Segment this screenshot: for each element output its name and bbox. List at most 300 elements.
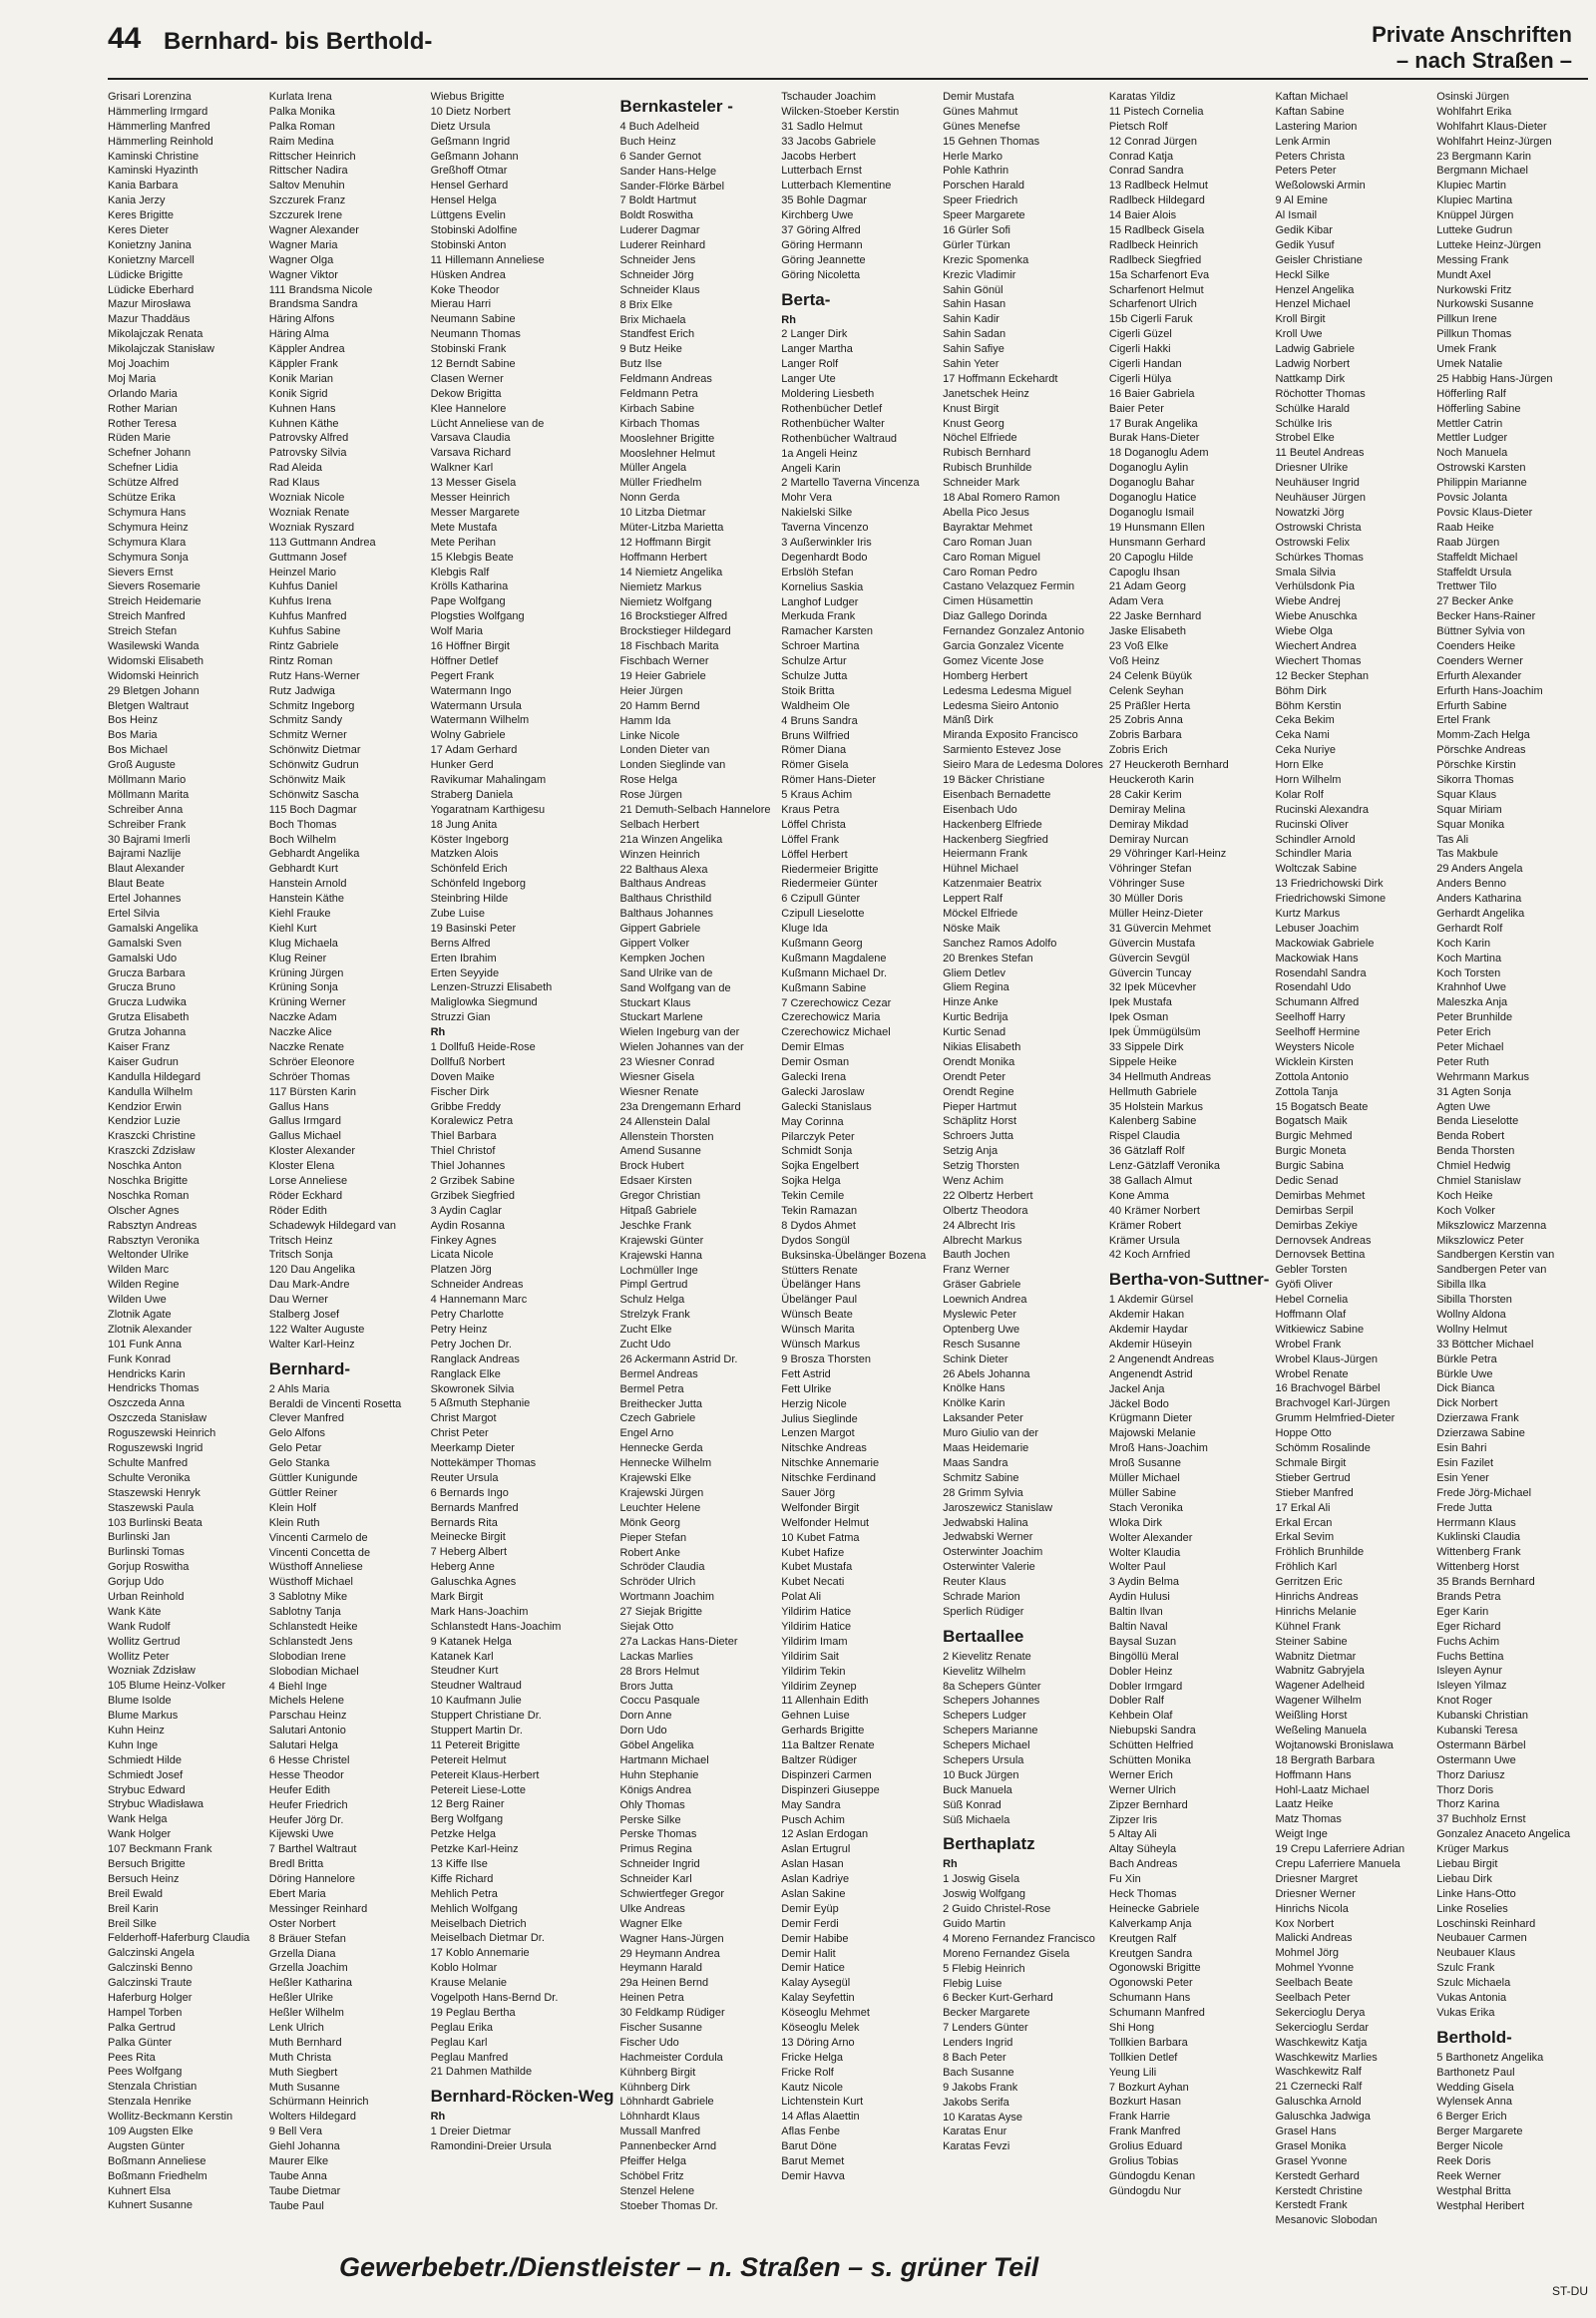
resident-entry: Burgic Moneta: [1275, 1145, 1347, 1158]
resident-entry: 12 Hoffmann Birgit: [619, 536, 711, 549]
resident-entry: 35 Bohle Dagmar: [781, 194, 867, 207]
resident-entry: Herrmann Klaus: [1436, 1516, 1516, 1529]
resident-entry: Müller Michael: [1108, 1472, 1180, 1485]
resident-entry: 21 Adam Georg: [1108, 580, 1186, 593]
resident-entry: Saltov Menuhin: [268, 180, 345, 193]
resident-entry: Hennecke Gerda: [619, 1442, 703, 1455]
resident-entry: Kaftan Michael: [1275, 91, 1349, 103]
resident-entry: Gelo Stanka: [268, 1457, 330, 1470]
resident-entry: Schulz Helga: [619, 1294, 685, 1307]
resident-entry: Hebel Cornelia: [1275, 1294, 1349, 1307]
resident-entry: Kraszcki Christine: [108, 1130, 197, 1143]
resident-entry: Thorz Dariusz: [1436, 1768, 1505, 1781]
resident-entry: Crepu Laferriere Manuela: [1275, 1857, 1400, 1870]
resident-entry: Setzig Thorsten: [943, 1160, 1019, 1173]
resident-entry: Orendt Peter: [943, 1070, 1006, 1083]
resident-entry: Demir Habibe: [781, 1932, 849, 1945]
resident-entry: Wollitz Gertrud: [108, 1635, 181, 1648]
resident-entry: Luderer Reinhard: [619, 239, 706, 252]
resident-entry: Taverna Vincenzo: [781, 522, 869, 535]
resident-entry: Liebau Birgit: [1436, 1857, 1498, 1870]
resident-entry: Strobel Elke: [1275, 432, 1335, 445]
resident-entry: Güvercin Tuncay: [1108, 966, 1192, 979]
resident-entry: 21 Demuth-Selbach Hannelore: [619, 803, 771, 816]
resident-entry: Schäplitz Horst: [943, 1115, 1017, 1128]
resident-entry: Aflas Fenbe: [781, 2125, 840, 2138]
resident-entry: Sieiro Mara de Ledesma Dolores: [943, 759, 1103, 772]
resident-entry: Demir Hatice: [781, 1962, 845, 1975]
resident-entry: Raim Medina: [268, 135, 334, 148]
resident-entry: Tekin Cemile: [781, 1190, 845, 1203]
resident-entry: Cigerli Handan: [1108, 358, 1182, 371]
resident-entry: Hanstein Käthe: [268, 893, 345, 906]
resident-entry: Parschau Heinz: [268, 1710, 347, 1723]
resident-entry: Noschka Anton: [108, 1160, 182, 1173]
resident-entry: Reuter Klaus: [943, 1576, 1006, 1589]
resident-entry: Köseoglu Mehmet: [781, 2007, 870, 2020]
street-heading: Berta-: [781, 289, 831, 309]
resident-entry: 2 Kievelitz Renate: [943, 1650, 1031, 1663]
resident-entry: Hüsken Andrea: [430, 268, 506, 281]
resident-entry: Conrad Katja: [1108, 150, 1174, 163]
resident-entry: Kubanski Christian: [1436, 1710, 1528, 1723]
resident-entry: Straberg Daniela: [430, 788, 514, 801]
resident-entry: Stieber Manfred: [1275, 1486, 1354, 1499]
resident-entry: 11 Hillemann Anneliese: [430, 253, 545, 266]
resident-entry: Pillkun Irene: [1436, 313, 1497, 326]
resident-entry: Wiebe Andrej: [1275, 595, 1341, 608]
resident-entry: Jäckel Bodo: [1108, 1397, 1169, 1410]
resident-entry: Tas Makbule: [1436, 848, 1499, 861]
resident-entry: Rubisch Bernhard: [943, 447, 1031, 460]
resident-entry: Laatz Heike: [1275, 1798, 1334, 1811]
resident-entry: Dau Werner: [268, 1294, 328, 1307]
resident-entry: Kuhn Inge: [108, 1738, 159, 1751]
resident-entry: Mark Birgit: [430, 1590, 484, 1603]
resident-entry: Ebert Maria: [268, 1887, 326, 1900]
resident-entry: Tritsch Sonja: [268, 1249, 333, 1262]
resident-entry: Trettwer Tilo: [1436, 580, 1497, 593]
resident-entry: Eisenbach Bernadette: [943, 788, 1051, 801]
resident-entry: Weßeling Manuela: [1275, 1724, 1367, 1737]
resident-entry: Staszewski Henryk: [108, 1486, 200, 1499]
resident-entry: Winzen Heinrich: [619, 848, 700, 861]
resident-entry: Rothenbücher Detlef: [781, 402, 883, 415]
resident-entry: Grasel Hans: [1275, 2125, 1337, 2138]
resident-entry: 42 Koch Arnfried: [1108, 1249, 1191, 1262]
resident-entry: Hohl-Laatz Michael: [1275, 1783, 1370, 1796]
resident-entry: Berger Nicole: [1436, 2140, 1503, 2153]
resident-entry: Noch Manuela: [1436, 447, 1508, 460]
resident-entry: 2 Martello Taverna Vincenza: [781, 477, 920, 490]
resident-entry: Haferburg Holger: [108, 1992, 193, 2004]
resident-entry: 22 Balthaus Alexa: [619, 863, 708, 876]
resident-entry: Rittscher Heinrich: [268, 150, 356, 163]
resident-entry: Rabsztyn Veronika: [108, 1234, 200, 1247]
resident-entry: Neubauer Carmen: [1436, 1932, 1527, 1945]
resident-entry: Stuckart Marlene: [619, 1011, 703, 1024]
resident-entry: Schulte Veronika: [108, 1471, 191, 1484]
resident-entry: Stobinski Anton: [430, 238, 507, 251]
resident-entry: Celenk Seyhan: [1108, 684, 1184, 697]
resident-entry: Schürmann Heinrich: [268, 2096, 369, 2109]
resident-entry: Demiray Mikdad: [1108, 818, 1189, 831]
resident-entry: Schymura Klara: [108, 536, 187, 549]
street-marker: Rh: [430, 1026, 446, 1039]
resident-entry: Dobler Heinz: [1108, 1665, 1173, 1678]
resident-entry: Neuhäuser Ingrid: [1275, 477, 1360, 490]
resident-entry: Löffel Christa: [781, 818, 846, 831]
resident-entry: 18 Bergrath Barbara: [1275, 1753, 1376, 1766]
resident-entry: 12 Aslan Erdogan: [781, 1828, 869, 1841]
resident-entry: Koke Theodor: [430, 283, 500, 296]
resident-entry: Rucinski Oliver: [1275, 818, 1349, 831]
resident-entry: Gallus Michael: [268, 1130, 341, 1143]
resident-entry: Balthaus Johannes: [619, 908, 714, 921]
resident-entry: Szulc Michaela: [1436, 1977, 1511, 1990]
resident-entry: Kirbach Thomas: [619, 417, 700, 430]
resident-entry: Becker Hans-Rainer: [1436, 610, 1536, 623]
resident-entry: 31 Sadlo Helmut: [781, 120, 863, 133]
resident-entry: Hendricks Karin: [108, 1367, 186, 1380]
resident-entry: Fu Xin: [1108, 1873, 1141, 1886]
resident-entry: Baltzer Rüdiger: [781, 1753, 858, 1766]
resident-entry: Löffel Herbert: [781, 848, 848, 861]
resident-entry: Häring Alfons: [268, 313, 335, 326]
resident-entry: Gamalski Sven: [108, 937, 182, 950]
resident-entry: Mark Hans-Joachim: [430, 1605, 529, 1618]
resident-entry: Wohlfahrt Klaus-Dieter: [1436, 120, 1547, 133]
resident-entry: Kußmann Georg: [781, 938, 863, 950]
resident-entry: 17 Hoffmann Eckehardt: [943, 372, 1058, 385]
resident-entry: Weysters Nicole: [1275, 1041, 1355, 1053]
resident-entry: Petzke Helga: [430, 1828, 497, 1841]
resident-entry: Dau Mark-Andre: [268, 1279, 350, 1292]
resident-entry: Hackenberg Siegfried: [943, 833, 1048, 846]
resident-entry: Tas Ali: [1436, 833, 1469, 846]
resident-entry: Kirchberg Uwe: [781, 209, 854, 222]
resident-entry: Meinecke Birgit: [430, 1531, 506, 1544]
resident-entry: Krügmann Dieter: [1108, 1412, 1193, 1425]
resident-entry: Ertel Johannes: [108, 893, 182, 906]
resident-entry: Naczke Renate: [268, 1041, 345, 1053]
resident-entry: Eger Karin: [1436, 1605, 1489, 1618]
resident-entry: Karatas Yildiz: [1108, 91, 1176, 103]
resident-entry: Schrade Marion: [943, 1590, 1020, 1603]
resident-entry: Slobodian Michael: [268, 1665, 359, 1678]
resident-entry: 103 Burlinski Beata: [108, 1516, 202, 1529]
resident-entry: Dick Norbert: [1436, 1397, 1498, 1410]
resident-entry: Schönwitz Dietmar: [268, 744, 361, 757]
resident-entry: 40 Krämer Norbert: [1108, 1204, 1200, 1217]
resident-entry: Linke Hans-Otto: [1436, 1887, 1516, 1900]
resident-entry: Wicklein Kirsten: [1275, 1055, 1354, 1068]
resident-entry: Palka Gertrud: [108, 2021, 176, 2034]
resident-entry: Aydin Hulusi: [1108, 1591, 1170, 1604]
resident-entry: Oster Norbert: [268, 1917, 336, 1930]
resident-entry: Gliem Regina: [943, 981, 1009, 994]
resident-entry: Wortmann Joachim: [619, 1591, 715, 1604]
resident-entry: Butz Ilse: [619, 358, 662, 371]
resident-entry: Gallus Irmgard: [268, 1115, 341, 1128]
resident-entry: Reek Werner: [1436, 2169, 1501, 2182]
resident-entry: Schumann Alfred: [1275, 996, 1360, 1009]
resident-entry: Welfonder Helmut: [781, 1516, 870, 1529]
resident-entry: Heufer Jörg Dr.: [268, 1813, 344, 1826]
resident-entry: Guido Martin: [943, 1918, 1006, 1930]
resident-entry: Süß Michaela: [943, 1813, 1010, 1826]
resident-entry: Kendzior Luzie: [108, 1115, 181, 1128]
resident-entry: Mänß Dirk: [943, 714, 994, 727]
resident-entry: Palka Roman: [268, 120, 335, 133]
resident-entry: Hartmann Michael: [619, 1753, 709, 1766]
resident-entry: Patrovsky Silvia: [268, 447, 347, 460]
resident-entry: Hoffmann Olaf: [1275, 1309, 1347, 1322]
resident-entry: Gelo Petar: [268, 1442, 322, 1455]
resident-entry: Dorn Anne: [619, 1710, 672, 1723]
resident-entry: 17 Koblo Annemarie: [430, 1947, 530, 1960]
resident-entry: Schmiedt Josef: [108, 1768, 184, 1781]
resident-entry: 23 Wiesner Conrad: [619, 1056, 715, 1069]
resident-entry: Vogelpoth Hans-Bernd Dr.: [430, 1992, 559, 2005]
resident-entry: Dekow Brigitta: [430, 387, 502, 400]
resident-entry: Driesner Werner: [1275, 1887, 1356, 1900]
resident-entry: Krezic Spomenka: [943, 253, 1029, 266]
resident-entry: 13 Döring Arno: [781, 2036, 855, 2049]
resident-entry: Jacobs Herbert: [781, 150, 856, 163]
resident-entry: Al Ismail: [1275, 209, 1318, 222]
resident-entry: Sibilla Thorsten: [1436, 1294, 1512, 1307]
resident-entry: Messinger Reinhard: [268, 1902, 368, 1915]
resident-entry: Gamalski Udo: [108, 952, 178, 965]
resident-entry: Christ Margot: [430, 1412, 497, 1425]
resident-entry: Henzel Michael: [1275, 298, 1351, 311]
resident-entry: Isleyen Yilmaz: [1436, 1680, 1507, 1693]
resident-entry: Rad Aleida: [268, 462, 323, 475]
resident-entry: Christ Peter: [430, 1427, 489, 1440]
resident-entry: Wank Holger: [108, 1828, 172, 1841]
resident-entry: Stalberg Josef: [268, 1309, 340, 1322]
resident-entry: Hitpaß Gabriele: [619, 1205, 697, 1218]
resident-entry: Philippin Marianne: [1436, 477, 1527, 490]
resident-entry: Doganoglu Hatice: [1108, 492, 1197, 505]
resident-entry: Römer Gisela: [781, 759, 849, 772]
resident-entry: Sandbergen Peter van: [1436, 1264, 1547, 1277]
resident-entry: Fett Astrid: [781, 1367, 831, 1380]
resident-entry: Günes Mahmut: [943, 105, 1018, 118]
resident-entry: Kirbach Sabine: [619, 402, 695, 415]
resident-entry: Heßler Wilhelm: [268, 2007, 344, 2020]
resident-entry: Krause Melanie: [430, 1977, 508, 1990]
resident-entry: Köster Ingeborg: [430, 833, 509, 846]
resident-entry: 26 Abels Johanna: [943, 1367, 1030, 1380]
resident-entry: Wollny Helmut: [1436, 1323, 1507, 1336]
resident-entry: Sander-Flörke Bärbel: [619, 180, 725, 193]
resident-entry: Watermann Ingo: [430, 684, 512, 697]
resident-entry: Fröhlich Brunhilde: [1275, 1546, 1365, 1559]
resident-entry: Kreutgen Ralf: [1108, 1932, 1177, 1945]
resident-entry: Esin Fazilet: [1436, 1456, 1494, 1469]
resident-entry: Koch Torsten: [1436, 966, 1501, 979]
resident-entry: Schröder Claudia: [619, 1561, 705, 1574]
resident-entry: Knust Georg: [943, 417, 1004, 430]
resident-entry: Heckl Silke: [1275, 268, 1330, 281]
resident-entry: Smala Silvia: [1275, 566, 1336, 579]
resident-entry: Friedrichowski Simone: [1275, 893, 1387, 906]
resident-entry: Wozniak Zdzisław: [108, 1665, 196, 1678]
resident-entry: Nitschke Andreas: [781, 1442, 867, 1455]
resident-entry: Berger Margarete: [1436, 2125, 1523, 2138]
resident-entry: Baltin Naval: [1108, 1620, 1168, 1633]
resident-entry: Erfurth Alexander: [1436, 669, 1522, 682]
resident-entry: Waldheim Ole: [781, 699, 850, 712]
resident-entry: Karatas Fevzi: [943, 2140, 1010, 2153]
resident-entry: Schepers Ursula: [943, 1753, 1024, 1766]
resident-entry: Balthaus Christhild: [619, 893, 712, 906]
resident-entry: 30 Feldkamp Rüdiger: [619, 2007, 725, 2020]
resident-entry: Kornelius Saskia: [781, 580, 864, 593]
resident-entry: Klebgis Ralf: [430, 566, 490, 579]
resident-entry: Böhm Kerstin: [1275, 699, 1342, 712]
resident-entry: 4 Buch Adelheid: [619, 121, 699, 133]
resident-entry: Rubisch Brunhilde: [943, 462, 1032, 475]
resident-entry: Klug Michaela: [268, 937, 338, 950]
resident-entry: Kerstedt Christine: [1275, 2184, 1363, 2197]
resident-entry: Hachmeister Cordula: [619, 2051, 723, 2064]
resident-entry: Szulc Frank: [1436, 1962, 1495, 1975]
resident-entry: 9 Al Emine: [1275, 194, 1329, 207]
resident-entry: Bredl Britta: [268, 1858, 324, 1871]
resident-entry: Bernards Rita: [430, 1516, 498, 1529]
resident-entry: Güttler Reiner: [268, 1486, 338, 1499]
resident-entry: Lorse Anneliese: [268, 1175, 348, 1188]
resident-entry: 21 Czernecki Ralf: [1275, 2081, 1363, 2094]
resident-entry: Altay Süheyla: [1108, 1843, 1177, 1856]
resident-entry: Dzierzawa Frank: [1436, 1412, 1519, 1425]
resident-entry: Pees Wolfgang: [108, 2066, 183, 2079]
resident-entry: Ipek Osman: [1108, 1011, 1169, 1024]
resident-entry: Müller Sabine: [1108, 1486, 1177, 1499]
resident-entry: Galecki Jaroslaw: [781, 1085, 865, 1098]
resident-entry: Wollitz Peter: [108, 1650, 170, 1663]
resident-entry: Heufer Edith: [268, 1783, 330, 1796]
resident-entry: Frede Jörg-Michael: [1436, 1486, 1532, 1499]
resident-entry: Wozniak Ryszard: [268, 521, 355, 534]
resident-entry: Anders Katharina: [1436, 893, 1522, 906]
resident-entry: Breil Karin: [108, 1902, 159, 1915]
resident-entry: Demir Eyüp: [781, 1902, 839, 1915]
resident-entry: Lenzen Margot: [781, 1427, 855, 1440]
resident-entry: 36 Gätzlaff Rolf: [1108, 1145, 1185, 1158]
resident-entry: 22 Olbertz Herbert: [943, 1189, 1033, 1202]
resident-entry: Buch Heinz: [619, 135, 676, 148]
resident-entry: Langer Rolf: [781, 358, 839, 371]
resident-entry: Homberg Herbert: [943, 669, 1028, 682]
resident-entry: Wiechert Thomas: [1275, 654, 1362, 667]
resident-entry: Müller Friedhelm: [619, 477, 702, 490]
resident-entry: Schepers Ludger: [943, 1710, 1026, 1723]
resident-entry: 10 Kubet Fatma: [781, 1531, 860, 1544]
resident-entry: Henzel Angelika: [1275, 283, 1355, 296]
resident-entry: Mikszlowicz Peter: [1436, 1234, 1524, 1247]
resident-entry: Maurer Elke: [268, 2155, 329, 2168]
resident-entry: Greßhoff Otmar: [430, 165, 508, 178]
resident-entry: Bach Susanne: [943, 2066, 1014, 2079]
resident-entry: Maas Sandra: [943, 1456, 1008, 1469]
resident-entry: Meiselbach Dietrich: [430, 1917, 527, 1930]
resident-entry: Hampel Torben: [108, 2006, 183, 2019]
resident-entry: Yildirim Hatice: [781, 1606, 852, 1619]
resident-entry: 3 Aydin Caglar: [430, 1204, 502, 1217]
resident-entry: Schadewyk Hildegard van: [268, 1219, 396, 1232]
resident-entry: Muth Bernhard: [268, 2036, 342, 2049]
resident-entry: Dobler Ralf: [1108, 1695, 1164, 1708]
resident-entry: Schneider Klaus: [619, 283, 700, 296]
resident-entry: 101 Funk Anna: [108, 1338, 183, 1351]
resident-entry: Widomski Heinrich: [108, 669, 200, 682]
resident-entry: 31 Agten Sonja: [1436, 1085, 1511, 1098]
resident-entry: Schneider Ingrid: [619, 1858, 700, 1871]
resident-entry: Kubet Hafize: [781, 1546, 845, 1559]
resident-entry: Yildirim Sait: [781, 1650, 839, 1663]
resident-entry: Selbach Herbert: [619, 818, 699, 831]
resident-entry: Staszewski Paula: [108, 1501, 195, 1514]
resident-entry: Isleyen Aynur: [1436, 1665, 1503, 1678]
resident-entry: Blume Markus: [108, 1710, 179, 1723]
resident-entry: 35 Brands Bernhard: [1436, 1576, 1535, 1589]
resident-entry: Käppler Frank: [268, 358, 338, 371]
resident-entry: Wehrmann Markus: [1436, 1070, 1529, 1083]
resident-entry: Kurtic Senad: [943, 1026, 1006, 1039]
resident-entry: Akdemir Hakan: [1108, 1309, 1185, 1322]
resident-entry: Leuchter Helene: [619, 1501, 701, 1514]
resident-entry: Höfferling Ralf: [1436, 387, 1506, 400]
resident-entry: Kraus Petra: [781, 803, 840, 816]
resident-entry: Schröder Ulrich: [619, 1576, 696, 1589]
resident-entry: Ceka Bekim: [1275, 714, 1335, 727]
resident-entry: Fett Ulrike: [781, 1382, 832, 1395]
resident-entry: Julius Sieglinde: [781, 1412, 858, 1425]
resident-entry: Übelänger Hans: [781, 1279, 861, 1292]
resident-entry: Kijewski Uwe: [268, 1828, 334, 1841]
resident-entry: Pörschke Andreas: [1436, 744, 1526, 757]
resident-entry: Eger Richard: [1436, 1620, 1501, 1633]
resident-entry: Galuschka Jadwiga: [1275, 2111, 1371, 2124]
resident-entry: 16 Baier Gabriela: [1108, 387, 1195, 400]
resident-entry: Pegert Frank: [430, 669, 495, 682]
resident-entry: Raab Jürgen: [1436, 536, 1500, 549]
resident-entry: 24 Celenk Büyük: [1108, 669, 1193, 682]
resident-entry: Sibilla Ilka: [1436, 1279, 1486, 1292]
resident-entry: Czerechowicz Michael: [781, 1026, 891, 1039]
resident-entry: Vukas Antonia: [1436, 1992, 1507, 2004]
resident-entry: Palka Günter: [108, 2036, 173, 2049]
resident-entry: Kendzior Erwin: [108, 1100, 182, 1113]
resident-entry: Weißling Horst: [1275, 1710, 1348, 1723]
resident-entry: Demirbas Serpil: [1275, 1204, 1354, 1217]
resident-entry: 14 Niemietz Angelika: [619, 566, 723, 579]
resident-entry: Stenzala Henrike: [108, 2096, 192, 2109]
resident-entry: 28 Cakir Kerim: [1108, 788, 1182, 801]
resident-entry: Gebhardt Angelika: [268, 848, 360, 861]
resident-entry: Galecki Irena: [781, 1071, 847, 1084]
resident-entry: Schepers Marianne: [943, 1725, 1038, 1738]
resident-entry: Schönwitz Gudrun: [268, 759, 359, 772]
resident-entry: Häring Alma: [268, 328, 329, 341]
resident-entry: Vukas Erika: [1436, 2006, 1495, 2019]
header-rule: [108, 78, 1588, 80]
resident-entry: Kurtic Bedrija: [943, 1011, 1008, 1024]
